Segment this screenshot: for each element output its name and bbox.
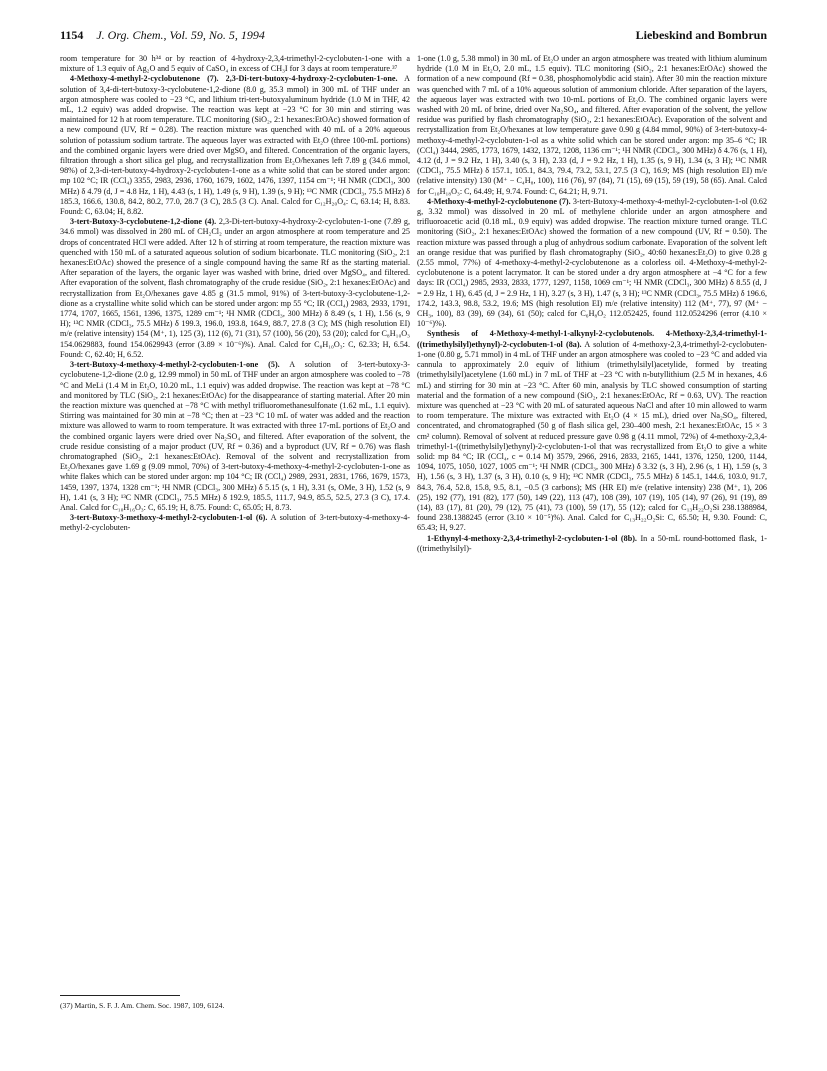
paragraph-text: 3-tert-Butoxy-4-methoxy-4-methyl-2-cyclobuten-1-ol (0.62 g, 3.32 mmol) was dissolved in 20 mL of methylene chloride under an argon atmosphere and trifluoroacetic acid (0.18 mL, 0.9 equiv) was added dropwise. The reaction mixture turned orange. TLC monitoring (SiO₂, 2:1 hexanes:EtOAc) showed the formation of a new compound (UV, Rf = 0.50). The reaction mixture was passed through a plug of anhydrous sodium carbonate. Evaporation of the solvent left an orange residue that was purified by flash chromatography (SiO₂, 40:60 hexanes:Et₂O) to give 0.28 g (2.55 mmol, 77%) of 4-methoxy-4-methyl-2-cyclobutenone as a colorless oil. 4-Methoxy-4-methyl-2-cyclobutenone is a potent lacrymator. It can be stored under a dry argon atmosphere at −4 °C for a few days: IR (CCl₄) 2985, 2933, 2833, 1777, 1297, 1158, 1069 cm⁻¹; ¹H NMR (CDCl₃, 300 MHz) δ 8.55 (d, J = 2.9 Hz, 1 H), 6.45 (d, J = 2.9 Hz, 1 H), 3.27 (s, 3 H), 1.47 (s, 3 H); ¹³C NMR (CDCl₃, 75.5 MHz) δ 196.6, 174.2, 143.3, 98.8, 53.2, 19.6; MS (high resolution EI) m/e (relative intensity) 112 (M⁺, 77), 97 (M⁺ − CH₃, 100), 83 (39), 69 (34), 61 (50); calcd for C₆H₈O₂ 112.052425, found 112.0524296 (error (4.10 × 10⁻⁶)%). xyxy=(417,196,768,329)
footnote: (37) Martin, S. F. J. Am. Chem. Soc. 1987, 109, 6124. xyxy=(60,1001,225,1010)
paragraph xyxy=(417,329,767,533)
paragraph xyxy=(417,54,767,197)
journal-citation: J. Org. Chem., Vol. 59, No. 5, 1994 xyxy=(96,28,265,42)
paragraph-text: A solution of 3-tert-butoxy-4-methoxy-4-methyl-2-cyclobuten- xyxy=(60,513,410,533)
paragraph xyxy=(417,534,767,554)
paragraph xyxy=(417,197,767,330)
paragraph-heading: 3-tert-Butoxy-3-cyclobutene-1,2-dione (4). xyxy=(70,217,217,227)
paragraph xyxy=(60,217,410,360)
paragraph xyxy=(60,54,410,74)
paragraph xyxy=(60,360,410,513)
paragraph-text: A solution of 3-tert-butoxy-3-cyclobutene-1,2-dione (2.0 g, 12.99 mmol) in 50 mL of THF under an argon atmosphere was cooled to −78 °C and MeLi (1.4 M in Et₂O, 10.20 mL, 1.1 equiv) was added dropwise. The reaction was kept at −78 °C and monitored by TLC (SiO₂, 2:1 hexanes:EtOAc) for the disappearance of starting material. After 20 min the reaction mixture was quenched at −78 °C with methyl trifluoromethanesulfonate (1.62 mL, 1.1 equiv). Stirring was maintained for 30 min at −78 °C; then at −23 °C 10 mL of water was added and the reaction mixture was allowed to warm to room temperature. It was extracted with three 17-mL portions of Et₂O and the combined organic layers were dried over Na₂SO₄ and filtered. After evaporation of the solvent, the crude residue consisting of a major product (UV, Rf = 0.36) and a byproduct (UV, Rf = 0.76) was flash chromatographed (SiO₂, 2:1 hexanes:EtOAc). Removal of the solvent and recrystallization from Et₂O/hexanes gave 1.69 g (9.09 mmol, 70%) of 3-tert-butoxy-4-methoxy-4-methyl-2-cyclobuten-1-one as white flakes which can be stored under argon: mp 104 °C; IR (CCl₄) 2989, 2931, 2831, 1766, 1679, 1573, 1459, 1397, 1374, 1328 cm⁻¹; ¹H NMR (CDCl₃, 300 MHz) δ 5.15 (s, 1 H), 3.31 (s, OMe, 3 H), 1.52 (s, 9 H), 1.41 (s, 3 H); ¹³C NMR (CDCl₃, 75.5 MHz) δ 192.9, 185.5, 111.7, 94.9, 85.5, 52.5, 27.3 (3 C), 17.4. Anal. Calcd for C₁₀H₁₆O₃: C, 65.19; H, 8.75. Found: C, 65.05; H, 8.73. xyxy=(60,360,410,512)
running-authors: Liebeskind and Bombrun xyxy=(635,28,767,42)
paragraph-text: A solution of 3,4-di-tert-butoxy-3-cyclobutene-1,2-dione (8.0 g, 35.3 mmol) in 300 mL of THF under an argon atmosphere was cooled to −23 °C, and lithium tri-tert-butoxyaluminum hydride (1.0 M in THF, 42 mL, 1.2 equiv) was added dropwise. The reaction was kept at −23 °C for 30 min and stirring was maintained for 12 h at room temperature. TLC monitoring (SiO₂, 2:1 hexanes:EtOAc) showed formation of a new compound (UV, Rf = 0.28). The reaction mixture was quenched with 40 mL of a 20% aqueous solution of potassium sodium tartrate. The aqueous layer was extracted with Et₂O (three 100-mL portions) and the combined organic layers were dried over MgSO₄ and filtered. Concentration of the organic layers, filtration through a short silica gel plug, and recrystallization from Et₂O/hexanes left 7.89 g (34.6 mmol, 98%) of 2,3-di-tert-butoxy-4-hydroxy-2-cyclobuten-1-one as a white solid that can be stored under argon: mp 102 °C; IR (CCl₄) 3355, 2983, 2936, 1760, 1679, 1602, 1476, 1397, 1154 cm⁻¹; ¹H NMR (CDCl₃, 300 MHz) δ 4.79 (d, J = 4.8 Hz, 1 H), 4.43 (s, 1 H), 1.49 (s, 9 H), 1.39 (s, 9 H); ¹³C NMR (CDCl₃, 75.5 MHz) δ 185.3, 166.6, 130.8, 84.2, 80.2, 77.0, 28.7 (3 C), 28.5 (3 C). Anal. Calcd for C₁₂H₂₀O₄: C, 63.14; H, 8.83. Found: C, 63.04; H, 8.82. xyxy=(60,74,411,217)
page-number: 1154 xyxy=(60,28,84,42)
paragraph-text: A solution of 4-methoxy-2,3,4-trimethyl-2-cyclobuten-1-one (0.80 g, 5.71 mmol) in 4 mL of THF under an argon atmosphere was cooled to −23 °C and added via cannula to approximately 2.0 equiv of lithium (trimethylsilyl)acetylide, formed by treating (trimethylsilyl)acetylene (1.60 mL) in 7 mL of THF at −23 °C with n-butyllithium (2.5 M in hexanes, 4.6 mL) and stirring for 30 min at −23 °C. After 60 min, analysis by TLC showed consumption of starting material and the formation of a new compound (SiO₂, 2:1 hexanes:EtOAc, Rf = 0.63, UV). The reaction mixture was quenched at −23 °C with 20 mL of saturated aqueous NaCl and after 10 min allowed to warm to room temperature. The mixture was extracted with Et₂O (4 × 15 mL), dried over Na₂SO₄, filtered, concentrated, and chromatographed (50 g of flash silica gel, 230–400 mesh, 2:1 hexanes:EtOAc, 15 × 3 cm² column). Removal of solvent at reduced pressure gave 0.98 g (4.11 mmol, 72%) of 4-methoxy-2,3,4-trimethyl-1-((trimethylsilyl)ethynyl)-2-cyclobuten-1-ol that was recrystallized from Et₂O to give a white solid: mp 84 °C; IR (CCl₄, c = 0.14 M) 3579, 2966, 2916, 2833, 2165, 1441, 1376, 1250, 1200, 1144, 1094, 1075, 1050, 1027, 1005 cm⁻¹; ¹H NMR (CDCl₃, 300 MHz) δ 3.32 (s, 3 H), 2.96 (s, 1 H), 1.59 (s, 3 H), 1.56 (s, 3 H), 1.37 (s, 3 H), 0.10 (s, 9 H); ¹³C NMR (CDCl₃, 75.5 MHz) δ 145.1, 144.6, 103.0, 91.7, 84.3, 76.4, 52.8, 15.8, 9.5, 8.1, −0.5 (3 carbons); MS (HR EI) m/e (relative intensity) 238 (M⁺, 1), 206 (25), 192 (77), 191 (82), 177 (50), 149 (22), 113 (47), 108 (39), 107 (19), 105 (14), 97 (26), 91 (19), 89 (14), 83 (17), 81 (20), 79 (12), 75 (41), 73 (100), 59 (17), 55 (12); calcd for C₁₃H₂₂O₂Si 238.1388984, found 238.1388245 (error (3.10 × 10⁻⁵)%). Anal. Calcd for C₁₃H₂₂O₂Si: C, 65.50; H, 9.30. Found: C, 65.43; H, 9.27. xyxy=(417,339,767,533)
paragraph-heading: 3-tert-Butoxy-3-methoxy-4-methyl-2-cyclobuten-1-ol (6). xyxy=(70,513,268,523)
paragraph-text: 1-one (1.0 g, 5.38 mmol) in 30 mL of Et₂O under an argon atmosphere was treated with lithium aluminum hydride (1.0 M in Et₂O, 2.0 mL, 1.5 equiv). TLC monitoring (SiO₂, 2:1 hexanes:EtOAc) showed the formation of a new compound (Rf = 0.38, phosphomolybdic acid stain). After 30 min the reaction mixture was quenched with 7 mL of a 10% aqueous solution of ammonium chloride. After separation of the layers, the aqueous layer was extracted with two 10-mL portions of Et₂O. The combined organic layers were washed with 20 mL of brine, dried over Na₂SO₄, and filtered. After evaporation of the solvent, the yellow residue was purified by flash chromatography (SiO₂, 2:1 hexanes:EtOAc). Evaporation of the solvent and recrystallization from Et₂O/hexanes at low temperature gave 0.90 g (4.84 mmol, 90%) of 3-tert-butoxy-4-methoxy-4-methyl-2-cyclobuten-1-ol as a white solid which can be stored under argon: mp 35–6 °C; IR (CCl₄) 3444, 2985, 1773, 1679, 1432, 1372, 1208, 1136 cm⁻¹; ¹H NMR (CDCl₃, 300 MHz) δ 4.76 (s, 1 H), 4.12 (d, J = 9.2 Hz, 1 H), 3.40 (s, 3 H), 2.33 (d, J = 9.2 Hz, 1 H), 1.35 (s, 9 H), 1.34 (s, 3 H); ¹³C NMR (CDCl₃, 75.5 MHz) δ 157.1, 105.1, 84.3, 79.4, 73.2, 53.1, 27.5 (3 C), 16.9; MS (high resolution EI) m/e (relative intensity) 130 (M⁺ − C₄H₈, 100), 116 (76), 97 (84), 71 (15), 69 (15), 59 (19), 58 (65). Anal. Calcd for C₁₀H₁₈O₃: C, 64.49; H, 9.74. Found: C, 64.21; H, 9.71. xyxy=(417,54,767,196)
paragraph-text: room temperature for 30 h³⁴ or by reaction of 4-hydroxy-2,3,4-trimethyl-2-cyclobuten-1-one with a mixture of 1.3 equiv of Ag₂O and 5 equiv of CaSO₄ in excess of CH₃I for 3 days at room temperature.³⁷ xyxy=(60,54,410,74)
left-column xyxy=(60,54,410,534)
paragraph-text: In a 50-mL round-bottomed flask, 1-((trimethylsilyl)- xyxy=(417,533,767,553)
paragraph xyxy=(60,74,410,217)
paragraph-heading: 3-tert-Butoxy-4-methoxy-4-methyl-2-cyclobuten-1-one (5). xyxy=(70,360,280,370)
paragraph-heading: 4-Methoxy-4-methyl-2-cyclobutenone (7). 2,3-Di-tert-butoxy-4-hydroxy-2-cyclobuten-1-one. xyxy=(70,74,398,84)
footnote-divider xyxy=(60,995,180,996)
page-header xyxy=(60,24,767,46)
paragraph-heading: 4-Methoxy-4-methyl-2-cyclobutenone (7). xyxy=(427,196,571,206)
paragraph-heading: 1-Ethynyl-4-methoxy-2,3,4-trimethyl-2-cyclobuten-1-ol (8b). xyxy=(427,533,637,543)
paragraph xyxy=(60,513,410,533)
paragraph-text: 2,3-Di-tert-butoxy-4-hydroxy-2-cyclobuten-1-one (7.89 g, 34.6 mmol) was dissolved in 280 mL of CH₂Cl₂ under an argon atmosphere at room temperature and 25 drops of concentrated HCl were added. After 12 h of stirring at room temperature, the reaction mixture was quenched with 150 mL of a saturated aqueous solution of sodium bicarbonate. TLC monitoring (SiO₂, 2:1 hexanes:EtOAc) showed the presence of a single compound having the same Rf as the starting material. After separation of the layers, the organic layer was washed with brine, dried over MgSO₄, and filtered. After evaporation of the solvent, flash chromatography of the crude residue (SiO₂, 2:1 hexanes:EtOAc) and recrystallization from Et₂O/hexanes gave 4.85 g (31.5 mmol, 91%) of 3-tert-butoxy-3-cyclobutene-1,2-dione as a crystalline white solid which can be stored under argon: mp 55 °C; IR (CCl₄) 2983, 2933, 1791, 1774, 1707, 1665, 1561, 1396, 1375, 1289 cm⁻¹; ¹H NMR (CDCl₃, 300 MHz) δ 8.49 (s, 1 H), 1.56 (s, 9 H); ¹³C NMR (CDCl₃, 75.5 MHz) δ 199.3, 196.0, 193.8, 164.9, 88.7, 27.8 (3 C); MS (high resolution EI) m/e (relative intensity) 154 (M⁺, 1), 125 (3), 112 (6), 71 (31), 57 (100), 56 (20), 53 (20); calcd for C₈H₁₀O₃ 154.0629883, found 154.0629943 (error (3.89 × 10⁻⁶)%). Anal. Calcd for C₈H₁₀O₃: C, 62.33; H, 6.54. Found: C, 62.40; H, 6.52. xyxy=(60,217,410,359)
right-column xyxy=(417,54,767,554)
paragraph-heading: Synthesis of 4-Methoxy-4-methyl-1-alkynyl-2-cyclobutenols. 4-Methoxy-2,3,4-trimethyl-1-((trimethylsilyl)ethynyl)-2-cyclobuten-1-ol (8a). xyxy=(417,329,767,349)
